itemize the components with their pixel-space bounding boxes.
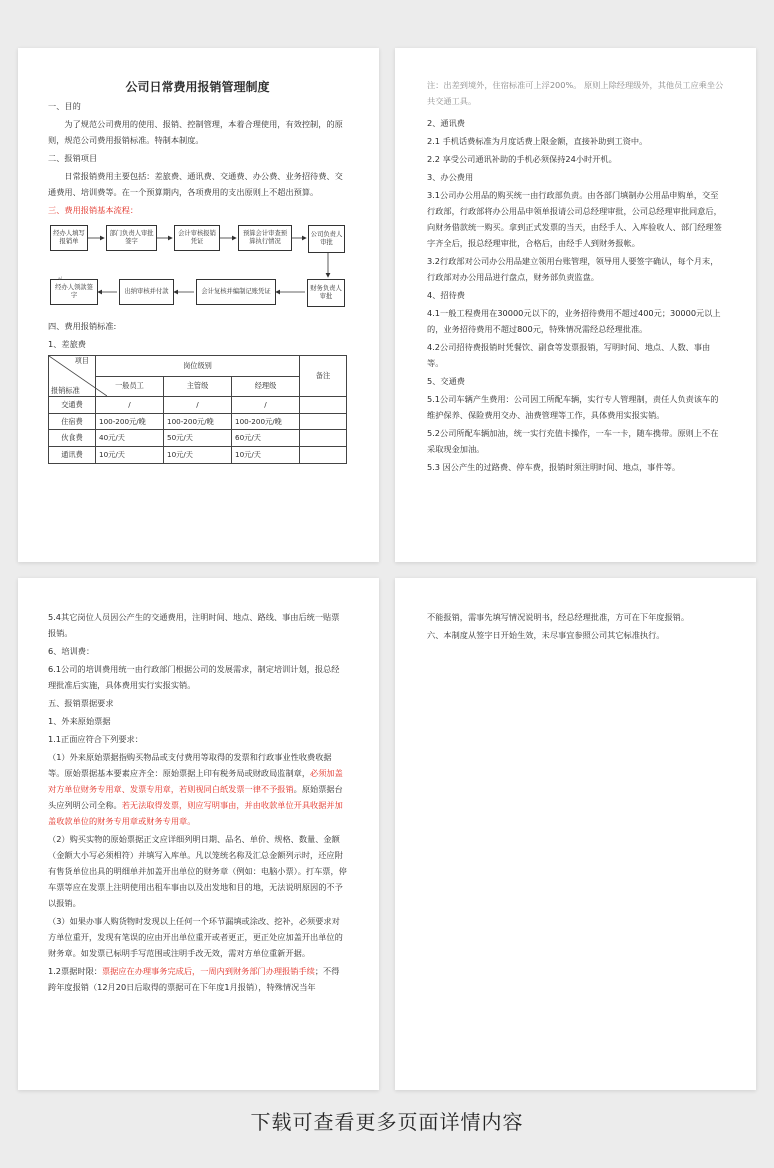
table-row <box>49 413 347 430</box>
text-run: 。原始票据台头应列明公司全称。 <box>48 783 343 810</box>
travel-expense-table <box>48 355 347 464</box>
table-row <box>49 430 347 447</box>
more-pages-caption: 下载可查看更多页面详情内容 <box>250 1110 524 1134</box>
sub-heading: 1、差旅费 <box>48 339 86 350</box>
flow-step-applicant-receive: 经办人领款签字 <box>50 279 98 305</box>
table-cell: / <box>96 397 164 414</box>
highlighted-text: 票据应在办理事务完成后，一周内到财务部门办理报销手续 <box>101 965 315 976</box>
paragraph: 注：出差到境外，住宿标准可上浮200%。 原则上除经理级外，其他员工应乘坐公共交通工具。 <box>427 80 724 106</box>
paragraph: 5.3 因公产生的过路费、停车费，报销时须注明时间、地点，事件等。 <box>427 461 681 472</box>
text-run: ；不得跨年度报销（12月20日后取得的票据可在下年度1月报销），特殊情况当年 <box>48 965 340 992</box>
row-label: 伙食费 <box>49 430 96 447</box>
level-col: 主管级 <box>164 376 232 397</box>
section-heading: 五、报销票据要求 <box>48 697 114 708</box>
table-row <box>49 447 347 464</box>
paragraph: 4.1一般工程费用在30000元以下的，业务招待费用不超过400元；30000元以上的，业务招待费用不超过800元，特殊情况需经总经理批准。 <box>427 307 721 334</box>
paragraph: 3.2行政部对公司办公用品建立领用台账管理，领导用人要签字确认，每个月末，行政部对办公用品进行盘点，财务部负责监盘。 <box>427 255 719 282</box>
section-heading: 二、报销项目 <box>48 153 98 164</box>
table-cell <box>300 430 347 447</box>
sub-heading: 1.1正面应符合下列要求： <box>48 733 143 744</box>
level-header: 岗位级别 <box>96 356 300 377</box>
highlighted-text: 必须加盖对方单位财务专用章、发票专用章，若则视同白纸发票一律不予报销 <box>48 767 343 794</box>
flow-step-company-head: 公司负责人审批 <box>308 225 345 253</box>
table-cell <box>300 413 347 430</box>
flow-step-cashier-pay: 出纳审核并付款 <box>119 279 174 305</box>
paragraph: （3）如果办事人购货物时发现以上任何一个环节漏填或涂改、挖补，必须要求对方单位重开，发现有笔误的应由开出单位重开或者更正，更正处应加盖开出单位的财务章。如发票已标明手写范围或注明手改无效，需对方单位重新开据。 <box>48 915 343 958</box>
level-col: 一般员工 <box>96 376 164 397</box>
document-page-2 <box>395 48 756 562</box>
section-heading: 4、招待费 <box>427 289 465 300</box>
paragraph: 2.2 享受公司通讯补助的手机必须保持24小时开机。 <box>427 153 617 164</box>
table-cell: 60元/天 <box>232 430 300 447</box>
table-cell <box>300 397 347 414</box>
flow-step-dept-approve: 部门负责人审批签字 <box>106 225 157 251</box>
table-cell: 10元/天 <box>232 447 300 464</box>
paragraph: 日常报销费用主要包括：差旅费、通讯费、交通费、办公费、业务招待费、交通费用、培训费等。在一个预算期内，各项费用的支出原则上不超出预算。 <box>48 171 343 198</box>
section-heading: 四、费用报销标准: <box>48 321 117 332</box>
section-heading: 一、目的 <box>48 101 81 112</box>
paragraph <box>48 964 347 996</box>
flow-step-applicant-fill: 经办人填写报销单 <box>50 225 88 251</box>
paragraph: 2.1 手机话费标准为月度话费上限金额，直接补助到工资中。 <box>427 135 648 146</box>
text-run: 1.2票据时限： <box>48 965 102 976</box>
section-heading: 5、交通费 <box>427 375 465 386</box>
table-cell: 100-200元/晚 <box>164 413 232 430</box>
paragraph: 5.2公司所配车辆加油，统一实行充值卡操作，一车一卡，随车携带。原则上不在采取现金加油。 <box>427 427 719 454</box>
row-label: 交通费 <box>49 397 96 414</box>
paragraph: 5.4其它岗位人员因公产生的交通费用，注明时间、地点、路线、事由后统一贴票报销。 <box>48 612 340 638</box>
section-heading: 3、办公费用 <box>427 171 474 182</box>
paragraph: 3.1公司办公用品的购买统一由行政部负责。由各部门填制办公用品申购单，交至行政部，行政部将办公用品申领单报请公司总经理审批，公司总经理审批同意后，向财务借款统一购买。拿到正式发票的当天，由经手人、入库验收人、部门经理签字齐全后，报总经理审批，合格后，由经手人到财务报帐。 <box>427 189 722 248</box>
diag-label-item: 项目 <box>74 356 89 366</box>
table-cell <box>300 447 347 464</box>
table-cell: 100-200元/晚 <box>232 413 300 430</box>
table-cell: 50元/天 <box>164 430 232 447</box>
table-cell: 100-200元/晚 <box>96 413 164 430</box>
diagonal-header-cell <box>49 356 96 397</box>
row-label: 住宿费 <box>49 413 96 430</box>
paragraph: 不能报销，需事先填写情况说明书，经总经理批准，方可在下年度报销。 <box>427 612 690 622</box>
flow-step-accountant-voucher: 会计复核并编制记账凭证 <box>196 279 276 305</box>
section-heading: 6、培训费： <box>48 645 95 656</box>
flow-step-accountant-review: 会计审核报销凭证 <box>174 225 220 251</box>
note-header: 备注 <box>300 356 347 397</box>
diag-label-standard: 报销标准 <box>51 386 80 396</box>
table-cell: 10元/天 <box>96 447 164 464</box>
document-page-3 <box>18 578 379 1090</box>
section-heading-flow: 三、费用报销基本流程： <box>48 205 139 216</box>
flow-step-finance-head: 财务负责人审批 <box>307 279 345 307</box>
highlighted-text: 若无法取得发票，则应写明事由，并由收款单位开具收据并加盖收款单位的财务专用章或财务专用章。 <box>48 799 343 826</box>
process-flowchart <box>48 223 347 313</box>
table-cell: / <box>232 397 300 414</box>
paragraph-mark: ↵ <box>58 275 64 283</box>
table-cell: 10元/天 <box>164 447 232 464</box>
paragraph: （2）购买实物的原始票据正文应详细列明日期、品名、单价、规格、数量、金额（金额大小写必须相符）并填写入库单。凡以笼统名称及汇总金额列示时，还应附有售货单位出具的明细单并加盖开出单位的财务章（例如：电脑小票）。打车票，停车票等应在发票上注明使用出租车事由以及出发地和目的地，无法说明原因的不予以报销。 <box>48 833 347 908</box>
document-page-4 <box>395 578 756 1090</box>
paragraph: 六、本制度从签字日开始生效，未尽事宜参照公司其它标准执行。 <box>427 629 665 640</box>
paragraph: 为了规范公司费用的使用、报销、控制管理，本着合理使用，有效控制，的原则，规范公司费用报销标准。特制本制度。 <box>48 119 343 146</box>
section-heading: 2、通讯费 <box>427 117 465 128</box>
paragraph <box>48 750 347 830</box>
level-col: 经理级 <box>232 376 300 397</box>
paragraph: 5.1公司车辆产生费用：公司因工所配车辆，实行专人管理制，责任人负责该车的维护保养、保险费用交办、油费管理等工作，具体费用实报实销。 <box>427 393 719 420</box>
document-page-1 <box>18 48 379 562</box>
document-title: 公司日常费用报销管理制度 <box>125 80 270 94</box>
text-run: （1）外来原始票据指购买物品或支付费用等取得的发票和行政事业性收费收据等。原始票据基本要素应齐全：原始票据上印有税务局或财政局监制章， <box>48 751 332 778</box>
paragraph: 4.2公司招待费报销时凭餐饮、副食等发票报销，写明时间、地点、人数、事由等。 <box>427 341 711 368</box>
paragraph: 6.1公司的培训费用统一由行政部门根据公司的发展需求，制定培训计划，报总经理批准后实施，具体费用实行实报实销。 <box>48 663 340 690</box>
row-label: 通讯费 <box>49 447 96 464</box>
flow-step-budget-review: 预算会计审查预算执行情况 <box>238 225 292 251</box>
table-row <box>49 397 347 414</box>
sub-heading: 1、外来原始票据 <box>48 715 111 726</box>
table-cell: / <box>164 397 232 414</box>
table-cell: 40元/天 <box>96 430 164 447</box>
